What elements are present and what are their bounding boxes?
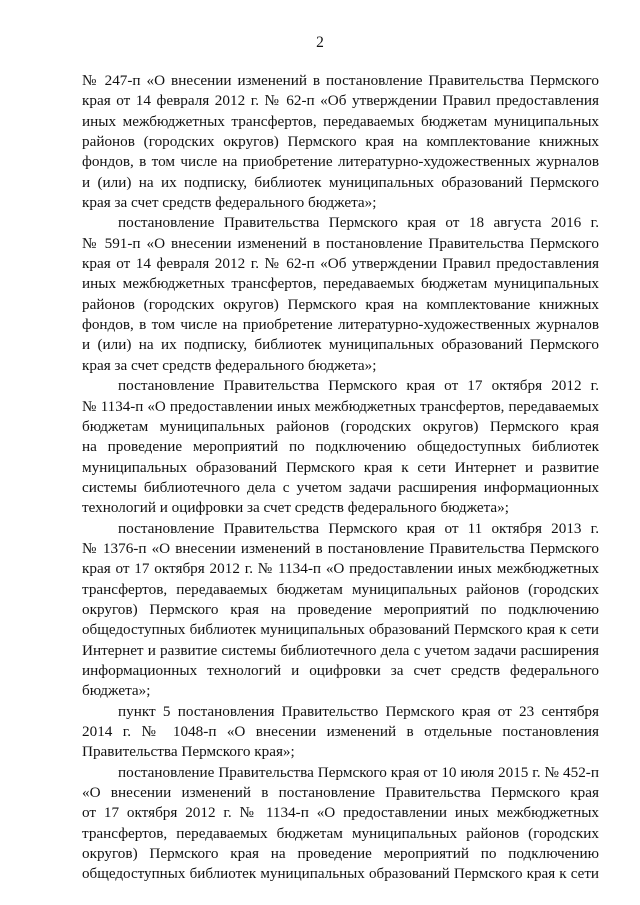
text-line: бюджетам муниципальных районов (городских округов) Пермского края (82, 417, 599, 435)
text-line: Интернет и развитие системы библиотечного дела с учетом задачи расширения (82, 641, 599, 659)
text-line: округов) Пермского края на проведение мероприятий по подключению (82, 845, 599, 863)
text-line: 2014 г. № 1048-п «О внесении изменений в отдельные постановления (82, 723, 599, 740)
text-line: № 1376-п «О внесении изменений в постановление Правительства Пермского (82, 539, 599, 557)
text-line: № 247-п «О внесении изменений в постановление Правительства Пермского (82, 72, 599, 89)
text-line: края за счет средств федерального бюджета»; (82, 356, 377, 374)
text-line: № 1134-п «О предоставлении иных межбюджетных трансфертов, передаваемых (82, 398, 599, 415)
text-line: трансфертов, передаваемых бюджетам муниципальных районов (городских (82, 824, 599, 842)
text-line: иных межбюджетных трансфертов, передаваемых бюджетам муниципальных (82, 275, 599, 293)
text-line: от 17 октября 2012 г. № 1134-п «О предоставлении иных межбюджетных (82, 804, 599, 822)
text-line: постановление Правительства Пермского края от 10 июля 2015 г. № 452-п (118, 763, 599, 781)
text-line: технологий и оцифровки за счет средств федерального бюджета»; (82, 499, 509, 517)
text-line: № 591-п «О внесении изменений в постановление Правительства Пермского (82, 234, 599, 252)
text-line: общедоступных библиотек муниципальных образований Пермского края к сети (82, 622, 599, 639)
text-line: округов) Пермского края на проведение мероприятий по подключению (82, 600, 599, 618)
text-line: трансфертов, передаваемых бюджетам муниципальных районов (городских (82, 580, 599, 598)
text-line: постановление Правительства Пермского края от 18 августа 2016 г. (118, 214, 599, 232)
text-line: системы библиотечного дела с учетом задачи расширения информационных (82, 478, 599, 496)
page-number: 2 (316, 34, 324, 51)
text-line: районов (городских округов) Пермского края на комплектование книжных (82, 133, 599, 151)
text-line: и (или) на их подписку, библиотек муниципальных образований Пермского (82, 173, 599, 191)
text-line: на проведение мероприятий по подключению общедоступных библиотек (82, 438, 599, 456)
text-line: края от 14 февраля 2012 г. № 62-п «Об утверждении Правил предоставления (82, 92, 599, 110)
text-line: муниципальных образований Пермского края к сети Интернет и развитие (82, 458, 599, 476)
text-line: иных межбюджетных трансфертов, передаваемых бюджетам муниципальных (82, 112, 599, 130)
text-line: «О внесении изменений в постановление Правительства Пермского края (82, 784, 599, 802)
text-line: фондов, в том числе на приобретение литературно-художественных журналов (82, 153, 599, 171)
text-line: пункт 5 постановления Правительство Пермского края от 23 сентября (118, 702, 599, 720)
text-line: постановление Правительства Пермского края от 11 октября 2013 г. (118, 519, 599, 537)
text-line: районов (городских округов) Пермского края на комплектование книжных (82, 295, 599, 313)
text-line: края за счет средств федерального бюджета»; (82, 194, 377, 212)
text-line: фондов, в том числе на приобретение литературно-художественных журналов (82, 316, 599, 334)
text-line: Правительства Пермского края»; (82, 743, 295, 761)
text-line: информационных технологий и оцифровки за счет средств федерального (82, 661, 599, 679)
text-line: постановление Правительства Пермского края от 17 октября 2012 г. (118, 377, 599, 395)
text-line: края от 14 февраля 2012 г. № 62-п «Об утверждении Правил предоставления (82, 255, 599, 273)
text-line: и (или) на их подписку, библиотек муниципальных образований Пермского (82, 336, 599, 354)
text-line: общедоступных библиотек муниципальных образований Пермского края к сети (82, 866, 599, 883)
text-line: края от 17 октября 2012 г. № 1134-п «О предоставлении иных межбюджетных (82, 560, 599, 578)
text-line: бюджета»; (82, 682, 151, 700)
document-body (82, 71, 599, 885)
